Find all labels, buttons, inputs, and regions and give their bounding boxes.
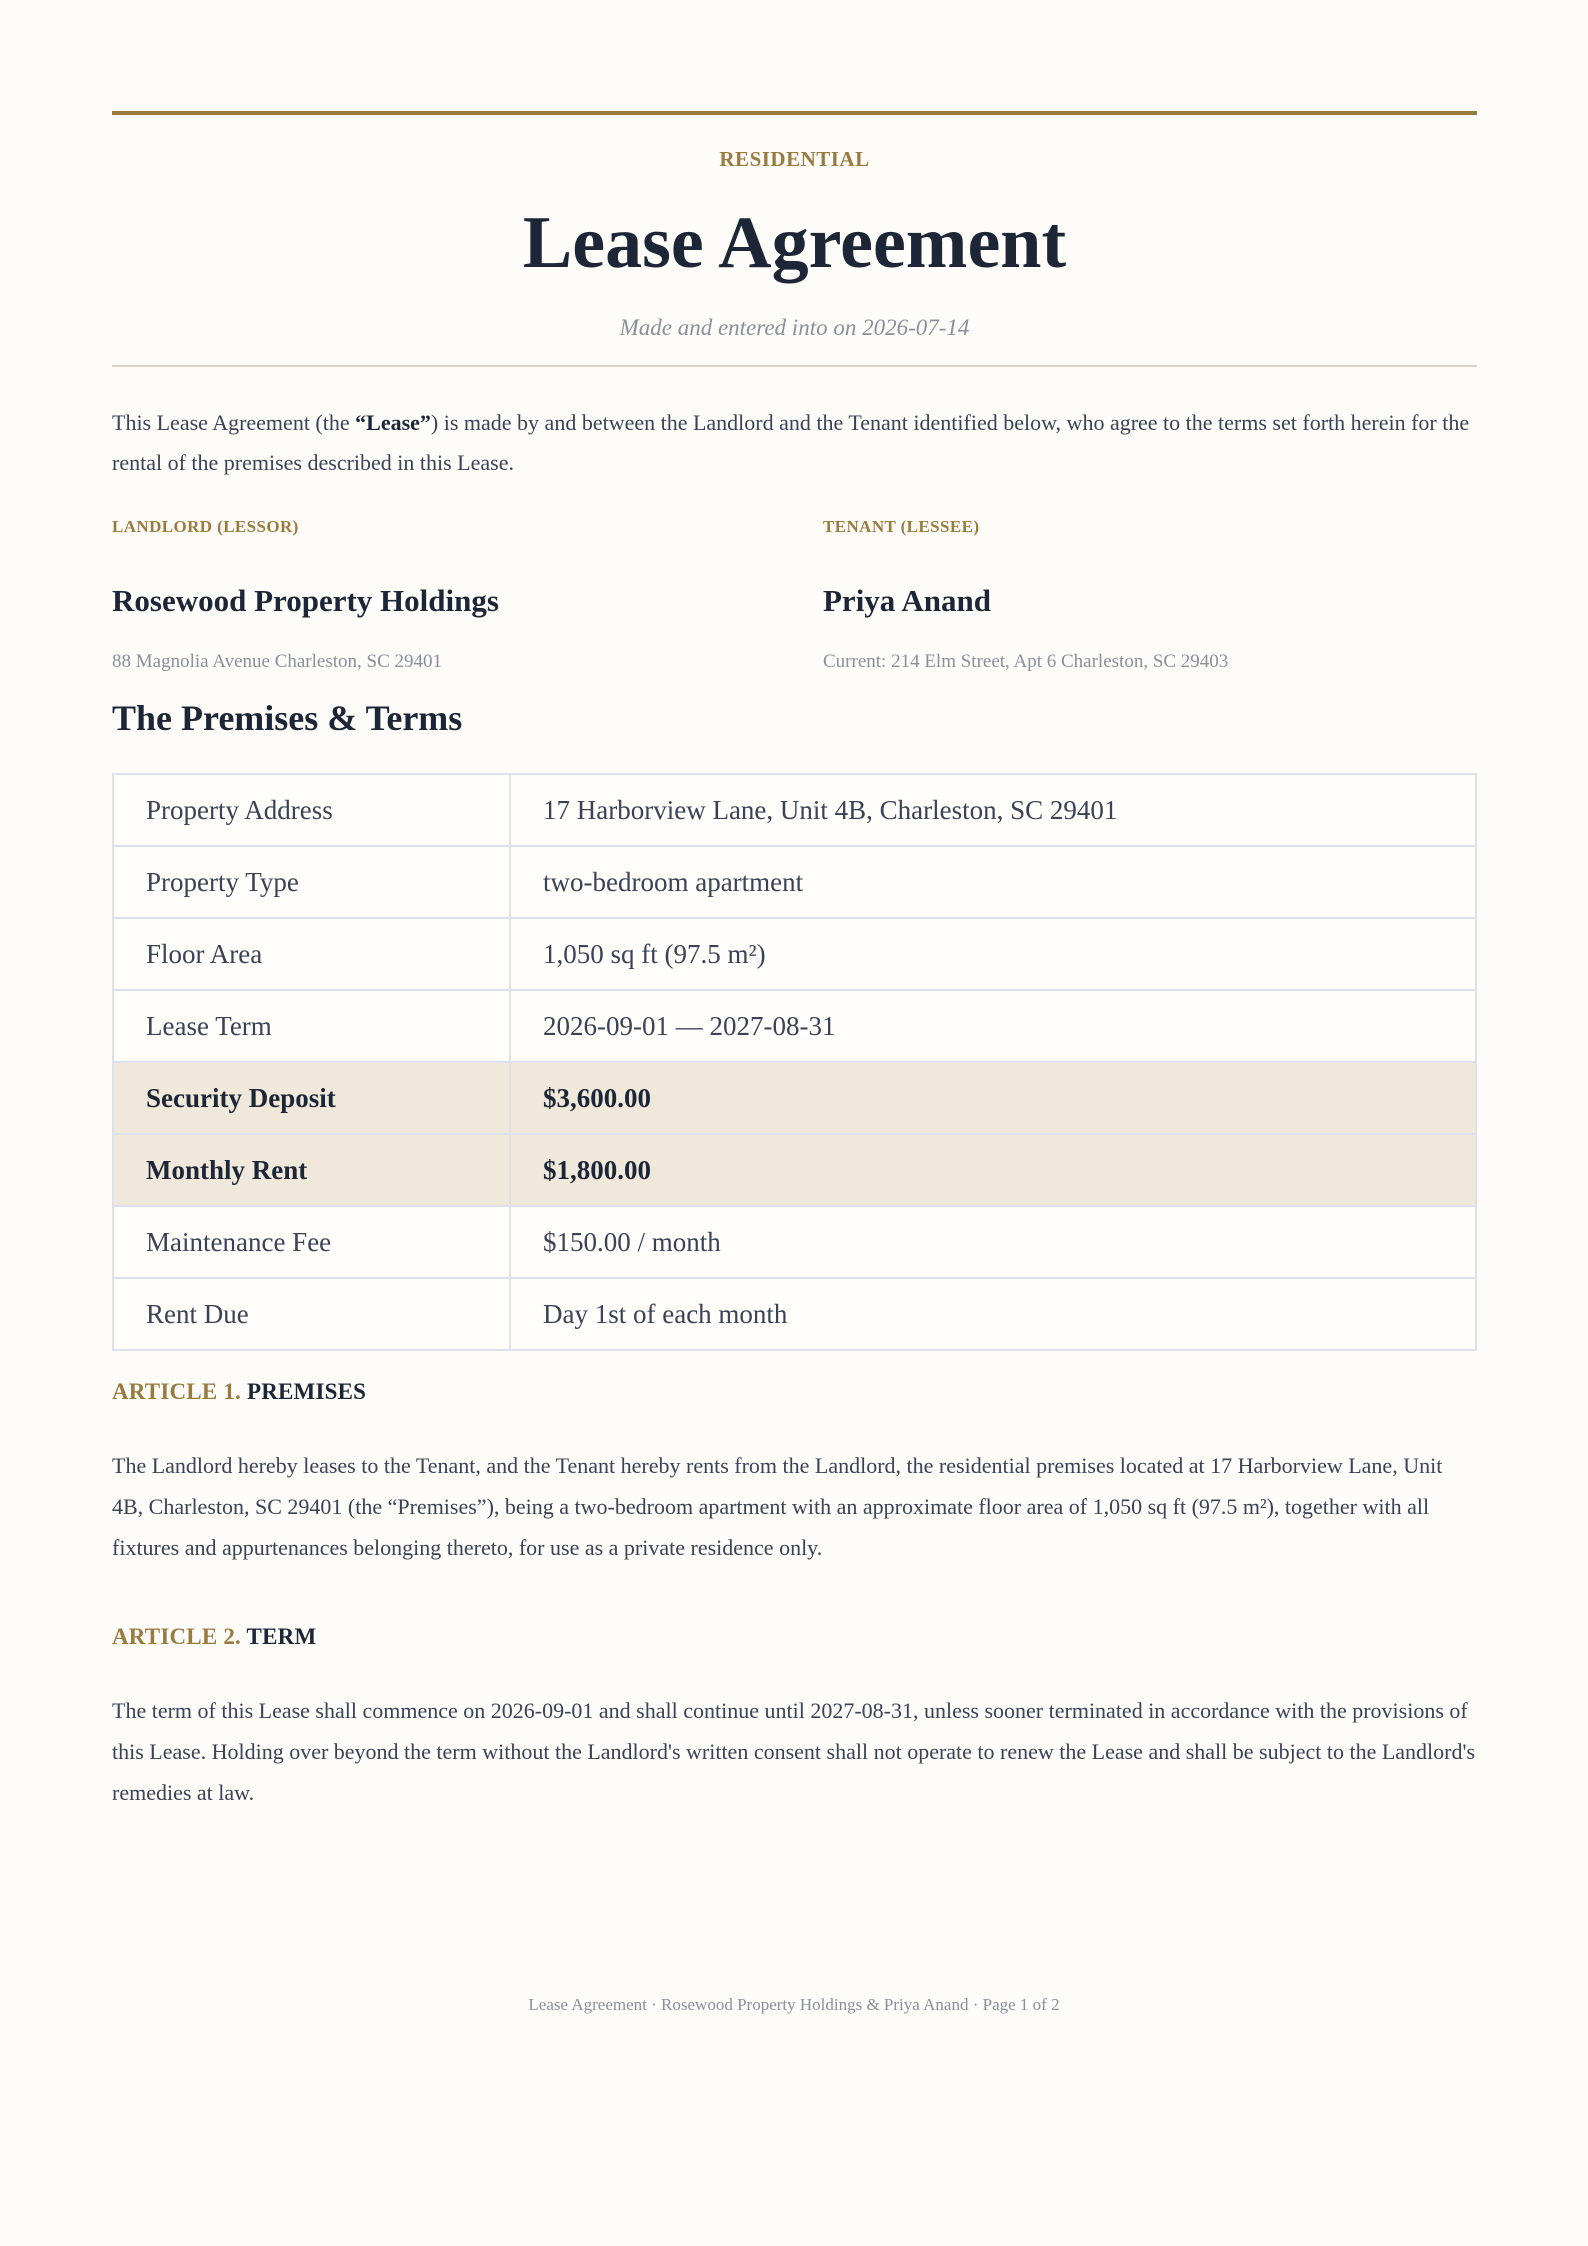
- term-label: Property Type: [113, 846, 510, 918]
- article-term: [112, 1624, 1477, 1813]
- made-date-line: Made and entered into on 2026-07-14: [619, 315, 970, 340]
- term-value: two-bedroom apartment: [510, 846, 1476, 918]
- document-title: Lease Agreement: [522, 202, 1067, 284]
- term-value: $1,800.00: [510, 1134, 1476, 1206]
- intro-paragraph: [112, 403, 1477, 483]
- term-value: 1,050 sq ft (97.5 m²): [510, 918, 1476, 990]
- page-footer: Lease Agreement · Rosewood Property Holdings & Priya Anand · Page 1 of 2: [528, 1995, 1060, 2014]
- parties-block: [112, 517, 1477, 697]
- document-body: [112, 111, 1477, 1813]
- table-row-highlighted: [113, 1062, 1476, 1134]
- table-row-highlighted: [113, 1134, 1476, 1206]
- term-value: $3,600.00: [510, 1062, 1476, 1134]
- top-rule: [112, 111, 1477, 115]
- table-row: [113, 990, 1476, 1062]
- table-row: [113, 1206, 1476, 1278]
- term-value: Day 1st of each month: [510, 1278, 1476, 1350]
- term-label: Monthly Rent: [113, 1134, 510, 1206]
- header-divider: [112, 365, 1477, 367]
- table-row: [113, 918, 1476, 990]
- term-label: Security Deposit: [113, 1062, 510, 1134]
- tenant-name: Priya Anand: [823, 583, 991, 618]
- term-label: Maintenance Fee: [113, 1206, 510, 1278]
- landlord-block: [112, 517, 752, 673]
- terms-section-title: The Premises & Terms: [112, 698, 463, 738]
- tenant-block: [823, 517, 1463, 673]
- document-category: RESIDENTIAL: [719, 147, 870, 171]
- intro-text-before: This Lease Agreement (the: [112, 410, 356, 435]
- landlord-name: Rosewood Property Holdings: [112, 583, 499, 618]
- table-row: [113, 774, 1476, 846]
- term-value: $150.00 / month: [510, 1206, 1476, 1278]
- terms-table: [112, 773, 1477, 1351]
- term-value: 17 Harborview Lane, Unit 4B, Charleston, SC 29401: [510, 774, 1476, 846]
- tenant-role: TENANT (LESSEE): [823, 517, 980, 536]
- article-premises: [112, 1379, 1477, 1568]
- article-name: TERM: [246, 1624, 317, 1649]
- intro-text-after: ) is made by and between the Landlord and the Tenant identified below, who agree to the terms set forth herein for the rental of the premises described in this Lease.: [112, 410, 1470, 475]
- term-label: Rent Due: [113, 1278, 510, 1350]
- article-body: The Landlord hereby leases to the Tenant, and the Tenant hereby rents from the Landlord, the residential premises located at 17 Harborview Lane, Unit 4B, Charleston, SC 29401 (the “Premises”), being a two-bedroom apartment with an approximate floor area of 1,050 sq ft (97.5 m²), together with all fixtures and appurtenances belonging thereto, for use as a private residence only.: [112, 1453, 1443, 1560]
- article-number: ARTICLE 1.: [112, 1379, 241, 1404]
- article-heading: [112, 1379, 1477, 1409]
- intro-defined-term: “Lease”: [355, 410, 431, 435]
- tenant-address: Current: 214 Elm Street, Apt 6 Charleston, SC 29403: [823, 651, 1229, 672]
- term-label: Property Address: [113, 774, 510, 846]
- article-heading: [112, 1624, 1477, 1654]
- term-value: 2026-09-01 — 2027-08-31: [510, 990, 1476, 1062]
- landlord-role: LANDLORD (LESSOR): [112, 517, 299, 536]
- article-body: The term of this Lease shall commence on 2026-09-01 and shall continue until 2027-08-31, unless sooner terminated in accordance with the provisions of this Lease. Holding over beyond the term without the Landlord's written consent shall not operate to renew the Lease and shall be subject to the Landlord's remedies at law.: [112, 1698, 1476, 1805]
- term-label: Floor Area: [113, 918, 510, 990]
- table-row: [113, 846, 1476, 918]
- table-row: [113, 1278, 1476, 1350]
- article-name: PREMISES: [246, 1379, 367, 1404]
- landlord-address: 88 Magnolia Avenue Charleston, SC 29401: [112, 651, 443, 672]
- article-number: ARTICLE 2.: [112, 1624, 241, 1649]
- term-label: Lease Term: [113, 990, 510, 1062]
